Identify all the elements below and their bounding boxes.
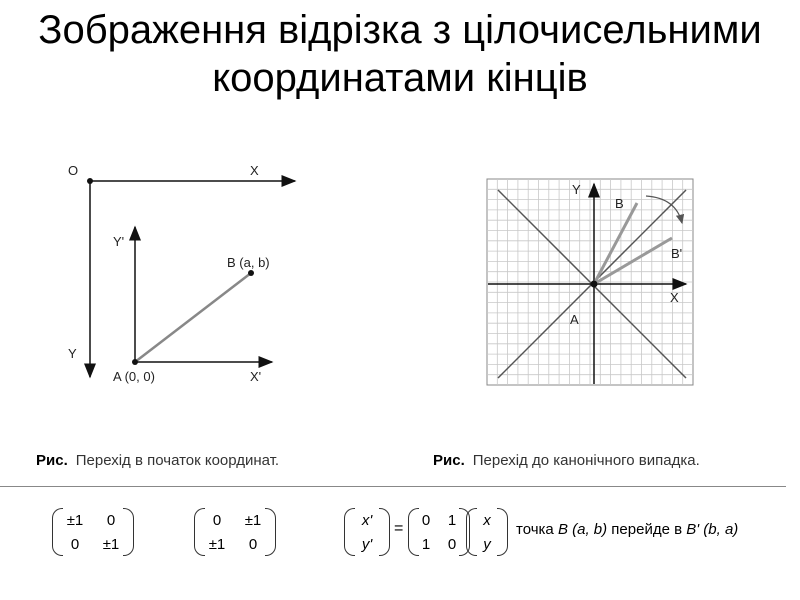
- swap-matrix: [408, 508, 470, 558]
- swap-matrix-cell: 0: [421, 512, 431, 529]
- x-axis-label: X: [250, 163, 259, 178]
- matrix-1-cell: 0: [106, 512, 116, 529]
- translation-diagram: [40, 155, 320, 395]
- divider-line: [0, 486, 786, 487]
- point-b-label: B (a, b): [227, 255, 270, 270]
- matrix-1-cell: 0: [70, 536, 80, 553]
- lhs-vector-cell: x': [361, 512, 373, 529]
- matrix-2-cell: 0: [248, 536, 258, 553]
- matrix-1-cell: ±1: [102, 536, 120, 553]
- swap-matrix-cell: 1: [421, 536, 431, 553]
- matrix-2-cell: ±1: [244, 512, 262, 529]
- point-b-prime-label: B': [671, 246, 683, 261]
- origin-point: [591, 281, 598, 288]
- note-prefix: точка: [516, 521, 558, 538]
- transform-note: [516, 521, 738, 538]
- matrix-2-cell: ±1: [208, 536, 226, 553]
- left-caption: [36, 452, 279, 469]
- y-prime-label: Y': [113, 234, 125, 249]
- origin-label: O: [68, 163, 79, 178]
- x-prime-label: X': [250, 369, 262, 384]
- slide-title: Зображення відрізка з цілочисельними координатами кінців: [38, 8, 762, 100]
- segment-ab: [135, 273, 251, 362]
- matrix-2-cell: 0: [212, 512, 222, 529]
- x-axis-label: X: [670, 290, 679, 305]
- y-axis-label: Y: [68, 346, 77, 361]
- lhs-vector: [344, 508, 390, 558]
- note-mid: перейде в: [607, 521, 687, 538]
- point-a-label: A (0, 0): [113, 369, 155, 384]
- point-a-label: A: [570, 312, 579, 327]
- canonical-diagram: [486, 178, 706, 390]
- rhs-vector-cell: y: [483, 536, 491, 553]
- swap-matrix-cell: 1: [447, 512, 457, 529]
- lhs-vector-cell: y': [361, 536, 373, 553]
- y-axis-label: Y: [572, 182, 581, 197]
- matrix-2: [194, 508, 276, 558]
- right-caption-text: Перехід до канонічного випадка.: [472, 452, 700, 469]
- origin-point: [87, 178, 93, 184]
- point-b: [248, 270, 254, 276]
- matrix-1: [52, 508, 134, 558]
- matrix-1-cell: ±1: [66, 512, 84, 529]
- left-caption-prefix: Рис.: [36, 452, 68, 469]
- note-point-b: B (a, b): [557, 521, 608, 538]
- right-caption-prefix: Рис.: [433, 452, 465, 469]
- swap-matrix-cell: 0: [447, 536, 457, 553]
- rhs-vector: [466, 508, 508, 558]
- point-a: [132, 359, 138, 365]
- left-caption-text: Перехід в початок координат.: [75, 452, 280, 469]
- rhs-vector-cell: x: [483, 512, 491, 529]
- right-caption: [433, 452, 700, 469]
- equals-sign: =: [394, 520, 404, 537]
- point-b-label: B: [615, 196, 624, 211]
- note-point-b-prime: B' (b, a): [686, 521, 739, 538]
